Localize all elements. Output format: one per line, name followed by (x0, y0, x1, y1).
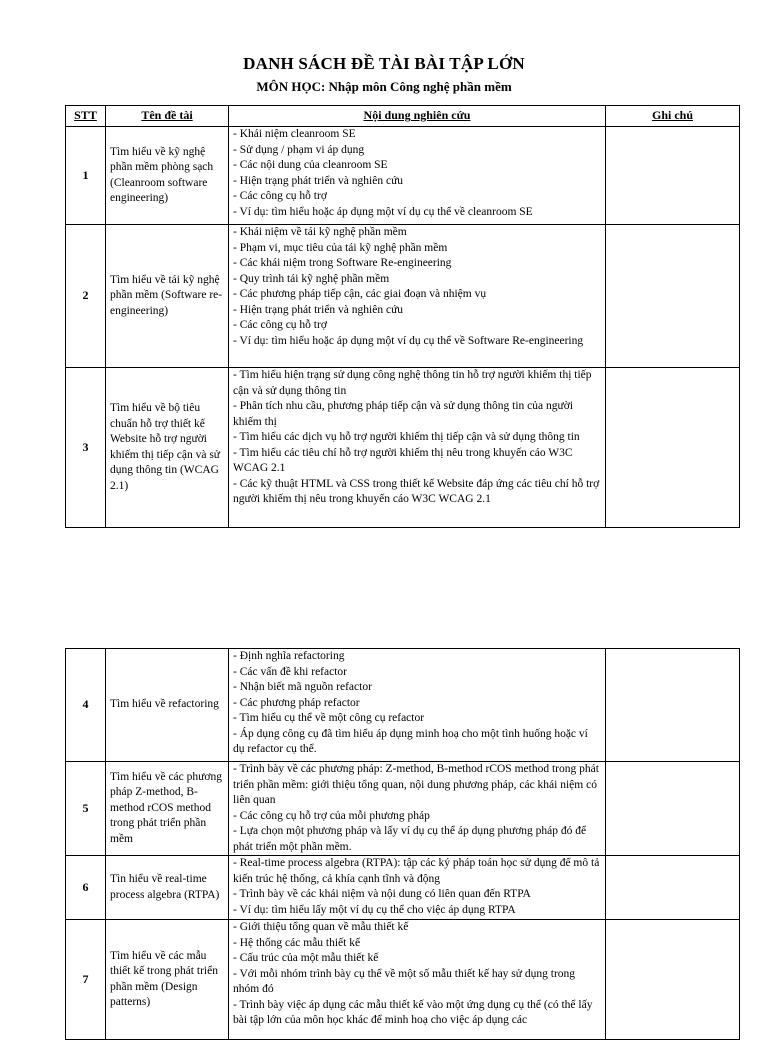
document-title: DANH SÁCH ĐỀ TÀI BÀI TẬP LỚN (243, 54, 525, 73)
content-line: - Các khái niệm trong Software Re-engineering (233, 257, 452, 269)
table-row (66, 225, 740, 368)
topic-name: Tìn hiểu về real-time process algebra (RTPA) (106, 856, 229, 920)
research-content (229, 225, 606, 368)
content-line: - Tìm hiểu hiện trạng sử dụng công nghệ thông tin hỗ trợ người khiếm thị tiếp cận và sử dụng thông tin (233, 369, 592, 397)
content-line: - Hiện trạng phát triển và nghiên cứu (233, 303, 404, 316)
topics-table-part-1 (65, 105, 740, 528)
content-line: - Ví dụ: tìm hiểu hoặc áp dụng một ví dụ cụ thể về cleanroom SE (233, 205, 533, 218)
table-row (66, 856, 740, 920)
note-cell (606, 920, 740, 1040)
research-content (229, 920, 606, 1040)
topic-name: Tìm hiểu về các phương pháp Z-method, B-method rCOS method trong phát triển phần mềm (106, 762, 229, 856)
note-cell (606, 225, 740, 368)
content-line: - Các kỹ thuật HTML và CSS trong thiết kế Website đáp ứng các tiêu chí hỗ trợ người khiếm thị nêu trong khuyến cáo W3C WCAG 2.1 (233, 477, 600, 505)
research-content (229, 762, 606, 856)
content-line: - Trình bày về các khái niệm và nội dung có liên quan đến RTPA (233, 888, 531, 900)
table-row (66, 920, 740, 1040)
topic-name: Tìm hiểu về bộ tiêu chuẩn hỗ trợ thiết kế Website hỗ trợ người khiếm thị tiếp cận và sử dụng thông tin (WCAG 2.1) (106, 368, 229, 528)
table-row (66, 649, 740, 762)
content-line: - Các công cụ hỗ trợ (233, 319, 327, 331)
content-line: - Phân tích nhu cầu, phương pháp tiếp cận và sử dụng thông tin của người khiếm thị (233, 400, 574, 428)
content-line: - Các phương pháp tiếp cận, các giai đoạn và nhiệm vụ (233, 288, 487, 300)
content-line: - Các công cụ hỗ trợ (233, 190, 327, 202)
research-content (229, 368, 606, 528)
table-row (66, 762, 740, 856)
document-subtitle: MÔN HỌC: Nhập môn Công nghệ phần mềm (256, 79, 512, 94)
header-stt: STT (66, 106, 106, 127)
row-number: 2 (66, 225, 106, 368)
note-cell (606, 856, 740, 920)
table-row (66, 127, 740, 225)
research-content (229, 856, 606, 920)
content-line: - Các công cụ hỗ trợ của mỗi phương pháp (233, 809, 430, 822)
content-line: - Tìm hiểu các tiêu chí hỗ trợ người khiếm thị nêu trong khuyến cáo W3C WCAG 2.1 (233, 446, 573, 474)
content-line: - Hiện trạng phát triển và nghiên cứu (233, 174, 404, 187)
content-line: - Quy trình tái kỹ nghệ phần mềm (233, 272, 390, 285)
row-number: 4 (66, 649, 106, 762)
row-number: 5 (66, 762, 106, 856)
content-line: - Trình bày về các phương pháp: Z-method, B-method rCOS method trong phát triển phần mềm: giới thiệu tổng quan, nội dung phương pháp, các khái niệm có liên quan (233, 763, 599, 806)
content-line: - Với mỗi nhóm trình bày cụ thể về một số mẫu thiết kế hay sử dụng trong nhóm đó (233, 967, 576, 995)
content-line: - Khái niệm cleanroom SE (233, 128, 356, 140)
table-header-row (66, 106, 740, 127)
note-cell (606, 127, 740, 225)
row-number: 1 (66, 127, 106, 225)
content-line: - Tìm hiểu các dịch vụ hỗ trợ người khiếm thị tiếp cận và sử dụng thông tin (233, 431, 580, 443)
research-content (229, 127, 606, 225)
content-line: - Cấu trúc của một mẫu thiết kế (233, 952, 379, 964)
content-line: - Nhận biết mã nguồn refactor (233, 681, 372, 693)
content-line: - Tìm hiểu cụ thể về một công cụ refactor (233, 712, 425, 724)
note-cell (606, 368, 740, 528)
content-line: - Giới thiệu tổng quan về mẫu thiết kế (233, 921, 409, 933)
content-line: - Áp dụng công cụ đã tìm hiểu áp dụng minh hoạ cho một tình huống hoặc ví dụ refactor cụ thể. (233, 727, 588, 755)
content-line: - Các vấn đề khi refactor (233, 665, 347, 678)
header-note: Ghi chú (606, 106, 740, 127)
table-row (66, 368, 740, 528)
row-number: 7 (66, 920, 106, 1040)
content-line: - Khái niệm về tái kỹ nghệ phần mềm (233, 226, 407, 238)
row-number: 6 (66, 856, 106, 920)
research-content (229, 649, 606, 762)
note-cell (606, 762, 740, 856)
topic-name: Tìm hiểu về tái kỹ nghệ phần mềm (Software re-engineering) (106, 225, 229, 368)
content-line: - Định nghĩa refactoring (233, 650, 345, 662)
header-content: Nội dung nghiên cứu (229, 106, 606, 127)
row-number: 3 (66, 368, 106, 528)
content-line: - Sử dụng / phạm vi áp dụng (233, 143, 365, 156)
note-cell (606, 649, 740, 762)
topics-table-part-2 (65, 648, 740, 1040)
content-line: - Các nội dung của cleanroom SE (233, 159, 388, 171)
content-line: - Hệ thống các mẫu thiết kế (233, 936, 361, 949)
header-name: Tên đề tài (106, 106, 229, 127)
content-line: - Real-time process algebra (RTPA): tập các ký pháp toán học sử dụng để mô tả kiến trúc hệ thống, cả khía cạnh tĩnh và động (233, 857, 600, 885)
content-line: - Ví dụ: tìm hiểu lấy một ví dụ cụ thể cho việc áp dụng RTPA (233, 903, 516, 916)
content-line: - Trình bày việc áp dụng các mẫu thiết kế vào một ứng dụng cụ thể (có thể lấy bài tập lớn của môn học khác để minh hoạ cho việc áp dụng các (233, 998, 593, 1026)
content-line: - Lựa chọn một phương pháp và lấy ví dụ cụ thể áp dụng phương pháp đó để phát triển một phần mềm. (233, 825, 587, 853)
content-line: - Ví dụ: tìm hiểu hoặc áp dụng một ví dụ cụ thể về Software Re-engineering (233, 334, 584, 347)
content-line: - Phạm vi, mục tiêu của tái kỹ nghệ phần mềm (233, 241, 448, 254)
content-line: - Các phương pháp refactor (233, 696, 360, 709)
topic-name: Tìm hiểu về các mẫu thiết kế trong phát triển phần mềm (Design patterns) (106, 920, 229, 1040)
topic-name: Tìm hiểu về kỹ nghệ phần mềm phòng sạch (Cleanroom software engineering) (106, 127, 229, 225)
topic-name: Tìm hiểu về refactoring (106, 649, 229, 762)
